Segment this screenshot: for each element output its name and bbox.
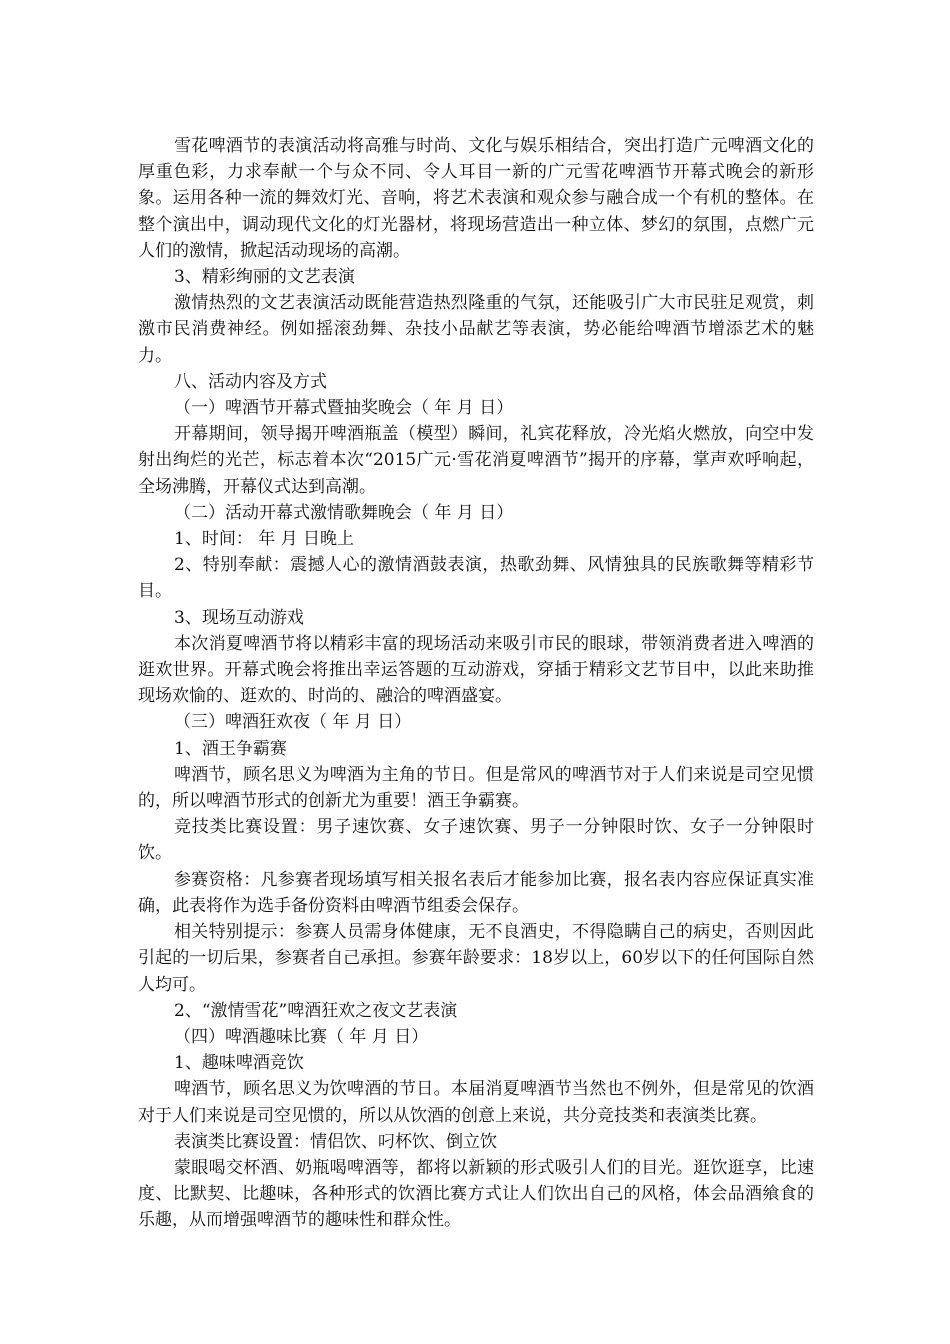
section-heading: 八、活动内容及方式 <box>174 371 327 392</box>
section-heading: （二）活动开幕式激情歌舞晚会（ 年 月 日） <box>174 502 514 523</box>
body-paragraph: 激情热烈的文艺表演活动既能营造热烈隆重的气氛，还能吸引广大市民驻足观赏，刺激市民消费神经。例如摇滚劲舞、杂技小品献艺等表演，势必能给啤酒节增添艺术的魅力。 <box>138 293 814 366</box>
body-paragraph: 啤酒节，顾名思义为啤酒为主角的节日。但是常风的啤酒节对于人们来说是司空见惯的，所以啤酒节形式的创新尤为重要！酒王争霸赛。 <box>138 764 814 812</box>
section-heading: （三）啤酒狂欢夜（ 年 月 日） <box>174 712 412 733</box>
section-heading: 1、趣味啤酒竞饮 <box>174 1053 304 1074</box>
section-heading: 表演类比赛设置：情侣饮、叼杯饮、倒立饮 <box>174 1131 497 1152</box>
section-heading: 1、时间： 年 月 日晚上 <box>174 529 355 550</box>
body-paragraph: 蒙眼喝交杯酒、奶瓶喝啤酒等，都将以新颖的形式吸引人们的目光。逛饮逛享，比速度、比默契、比趣味，各种形式的饮酒比赛方式让人们饮出自己的风格，体会品酒飨食的乐趣，从而增强啤酒节的趣味性和群众性。 <box>138 1157 814 1231</box>
document-page <box>138 133 814 1234</box>
body-paragraph: 开幕期间，领导揭开啤酒瓶盖（模型）瞬间，礼宾花释放，冷光焰火燃放，向空中发射出绚烂的光芒，标志着本次“2015广元·雪花消夏啤酒节”揭开的序幕，掌声欢呼响起，全场沸腾，开幕仪式达到高潮。 <box>138 424 814 497</box>
section-heading: 3、精彩绚丽的文艺表演 <box>174 267 355 288</box>
body-paragraph: 2、特别奉献：震撼人心的激情酒鼓表演，热歌劲舞、风情独具的民族歌舞等精彩节目。 <box>138 555 814 602</box>
body-paragraph: 雪花啤酒节的表演活动将高雅与时尚、文化与娱乐相结合，突出打造广元啤酒文化的厚重色彩，力求奉献一个与众不同、令人耳目一新的广元雪花啤酒节开幕式晚会的新形象。运用各种一流的舞效灯光、音响，将艺术表演和观众参与融合成一个有机的整体。在整个演出中，调动现代文化的灯光器材，将现场营造出一种立体、梦幻的氛围，点燃广元人们的激情，掀起活动现场的高潮。 <box>138 136 814 261</box>
section-heading: （一）啤酒节开幕式暨抽奖晚会（ 年 月 日） <box>174 398 514 419</box>
body-paragraph: 参赛资格：凡参赛者现场填写相关报名表后才能参加比赛，报名表内容应保证真实准确，此表将作为选手备份资料由啤酒节组委会保存。 <box>138 869 814 916</box>
body-paragraph: 相关特别提示：参赛人员需身体健康，无不良酒史，不得隐瞒自己的病史，否则因此引起的一切后果，参赛者自己承担。参赛年龄要求：18岁以上，60岁以下的任何国际自然人均可。 <box>138 922 814 995</box>
body-paragraph: 竞技类比赛设置：男子速饮赛、女子速饮赛、男子一分钟限时饮、女子一分钟限时饮。 <box>138 817 814 864</box>
body-paragraph: 啤酒节，顾名思义为饮啤酒的节日。本届消夏啤酒节当然也不例外，但是常见的饮酒对于人们来说是司空见惯的，所以从饮酒的创意上来说，共分竞技类和表演类比赛。 <box>138 1079 814 1126</box>
section-heading: （四）啤酒趣味比赛（ 年 月 日） <box>174 1026 429 1047</box>
body-paragraph: 本次消夏啤酒节将以精彩丰富的现场活动来吸引市民的眼球，带领消费者进入啤酒的逛欢世界。开幕式晚会将推出幸运答题的互动游戏，穿插于精彩文艺节目中，以此来助推现场欢愉的、逛欢的、时尚的、融洽的啤酒盛宴。 <box>138 633 814 707</box>
section-heading: 3、现场互动游戏 <box>174 607 304 628</box>
section-heading: 2、“激情雪花”啤酒狂欢之夜文艺表演 <box>174 1000 458 1021</box>
section-heading: 1、酒王争霸赛 <box>174 738 287 759</box>
